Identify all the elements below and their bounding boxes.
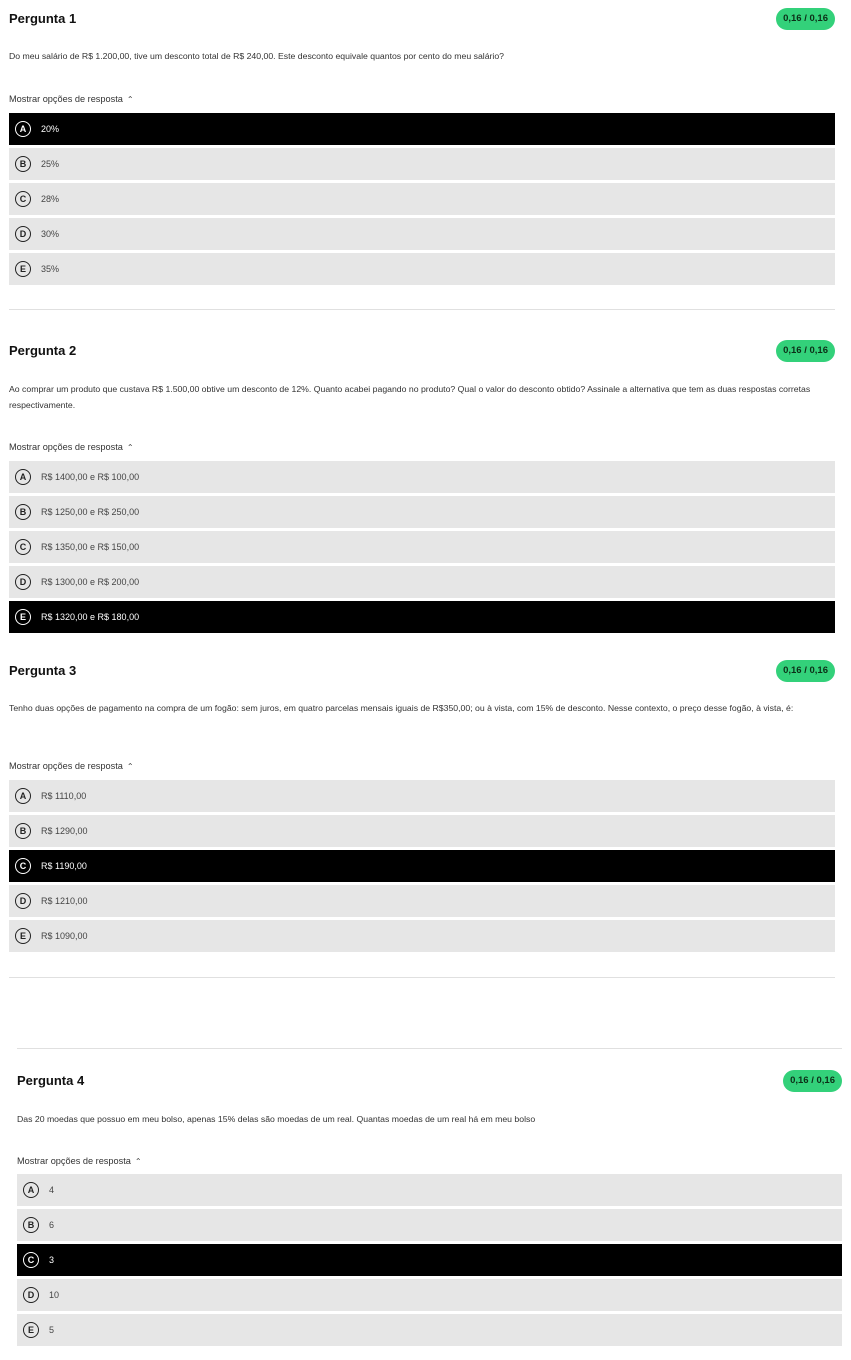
show-options-toggle[interactable] — [17, 1156, 142, 1166]
answer-option-d[interactable] — [17, 1279, 842, 1311]
option-letter-circle: C — [23, 1252, 39, 1268]
score-badge: 0,16 / 0,16 — [783, 1070, 842, 1092]
question-title: Pergunta 1 — [9, 11, 77, 26]
answer-option-c[interactable] — [9, 850, 835, 882]
option-text: 20% — [41, 124, 60, 134]
option-letter-circle: E — [15, 609, 31, 625]
option-text: 30% — [41, 229, 60, 239]
answer-option-a[interactable] — [17, 1174, 842, 1206]
option-letter-circle: A — [15, 469, 31, 485]
question-title: Pergunta 4 — [17, 1073, 85, 1088]
answer-option-c[interactable] — [9, 531, 835, 563]
answer-option-a[interactable] — [9, 461, 835, 493]
show-options-label: Mostrar opções de resposta — [9, 442, 123, 452]
section-divider — [9, 977, 835, 978]
show-options-toggle[interactable] — [9, 442, 134, 452]
show-options-toggle[interactable] — [9, 94, 134, 104]
option-text: R$ 1210,00 — [41, 896, 88, 906]
question-title: Pergunta 2 — [9, 343, 77, 358]
show-options-toggle[interactable] — [9, 761, 134, 771]
option-letter-circle: A — [15, 788, 31, 804]
option-letter-circle: E — [23, 1322, 39, 1338]
score-badge: 0,16 / 0,16 — [776, 660, 835, 682]
answer-option-b[interactable] — [9, 815, 835, 847]
answer-option-e[interactable] — [9, 253, 835, 285]
answer-option-b[interactable] — [17, 1209, 842, 1241]
option-text: R$ 1090,00 — [41, 931, 88, 941]
option-text: 5 — [49, 1325, 55, 1335]
option-letter-circle: B — [23, 1217, 39, 1233]
answer-option-d[interactable] — [9, 566, 835, 598]
option-letter-circle: E — [15, 261, 31, 277]
option-text: R$ 1400,00 e R$ 100,00 — [41, 472, 140, 482]
score-badge: 0,16 / 0,16 — [776, 8, 835, 30]
option-letter-circle: C — [15, 191, 31, 207]
question-text: Ao comprar um produto que custava R$ 1.500,00 obtive um desconto de 12%. Quanto acabei pagando no produto? Qual o valor do desconto obtido? Assinale a alternativa que tem as duas respostas corretas respectivamente. — [9, 384, 811, 410]
option-letter-circle: A — [23, 1182, 39, 1198]
answer-option-a[interactable] — [9, 780, 835, 812]
section-divider — [17, 1048, 842, 1049]
question-title: Pergunta 3 — [9, 663, 77, 678]
option-text: 28% — [41, 194, 60, 204]
option-text: R$ 1250,00 e R$ 250,00 — [41, 507, 140, 517]
answer-option-e[interactable] — [9, 601, 835, 633]
option-letter-circle: B — [15, 504, 31, 520]
option-text: R$ 1110,00 — [41, 791, 87, 801]
section-divider — [9, 309, 835, 310]
chevron-up-icon: ⌃ — [126, 95, 134, 104]
answer-option-d[interactable] — [9, 885, 835, 917]
answer-options — [9, 461, 835, 636]
option-text: 6 — [49, 1220, 55, 1230]
answer-options — [9, 113, 835, 288]
option-text: 4 — [49, 1185, 55, 1195]
chevron-up-icon: ⌃ — [126, 762, 134, 771]
score-badge: 0,16 / 0,16 — [776, 340, 835, 362]
show-options-label: Mostrar opções de resposta — [17, 1156, 131, 1166]
option-text: 10 — [49, 1290, 60, 1300]
option-text: 25% — [41, 159, 60, 169]
option-letter-circle: D — [15, 226, 31, 242]
question-text: Das 20 moedas que possuo em meu bolso, apenas 15% delas são moedas de um real. Quantas moedas de um real há em meu bolso — [17, 1114, 536, 1124]
answer-option-b[interactable] — [9, 148, 835, 180]
answer-options — [17, 1174, 842, 1349]
chevron-up-icon: ⌃ — [134, 1157, 142, 1166]
answer-options — [9, 780, 835, 955]
chevron-up-icon: ⌃ — [126, 443, 134, 452]
answer-option-e[interactable] — [9, 920, 835, 952]
option-text: 35% — [41, 264, 60, 274]
answer-option-e[interactable] — [17, 1314, 842, 1346]
option-letter-circle: B — [15, 156, 31, 172]
option-text: R$ 1350,00 e R$ 150,00 — [41, 542, 140, 552]
show-options-label: Mostrar opções de resposta — [9, 761, 123, 771]
option-letter-circle: A — [15, 121, 31, 137]
answer-option-a[interactable] — [9, 113, 835, 145]
option-letter-circle: B — [15, 823, 31, 839]
option-letter-circle: D — [15, 574, 31, 590]
option-text: 3 — [49, 1255, 55, 1265]
option-text: R$ 1190,00 — [41, 861, 87, 871]
option-letter-circle: D — [23, 1287, 39, 1303]
option-text: R$ 1300,00 e R$ 200,00 — [41, 577, 140, 587]
answer-option-c[interactable] — [17, 1244, 842, 1276]
question-text: Do meu salário de R$ 1.200,00, tive um desconto total de R$ 240,00. Este desconto equivale quantos por cento do meu salário? — [9, 51, 505, 61]
option-letter-circle: C — [15, 858, 31, 874]
answer-option-c[interactable] — [9, 183, 835, 215]
show-options-label: Mostrar opções de resposta — [9, 94, 123, 104]
option-letter-circle: E — [15, 928, 31, 944]
question-text: Tenho duas opções de pagamento na compra de um fogão: sem juros, em quatro parcelas mensais iguais de R$350,00; ou à vista, com 15% de desconto. Nesse contexto, o preço desse fogão, à vista, é: — [9, 703, 794, 713]
option-letter-circle: D — [15, 893, 31, 909]
option-text: R$ 1290,00 — [41, 826, 88, 836]
option-letter-circle: C — [15, 539, 31, 555]
answer-option-d[interactable] — [9, 218, 835, 250]
answer-option-b[interactable] — [9, 496, 835, 528]
option-text: R$ 1320,00 e R$ 180,00 — [41, 612, 140, 622]
